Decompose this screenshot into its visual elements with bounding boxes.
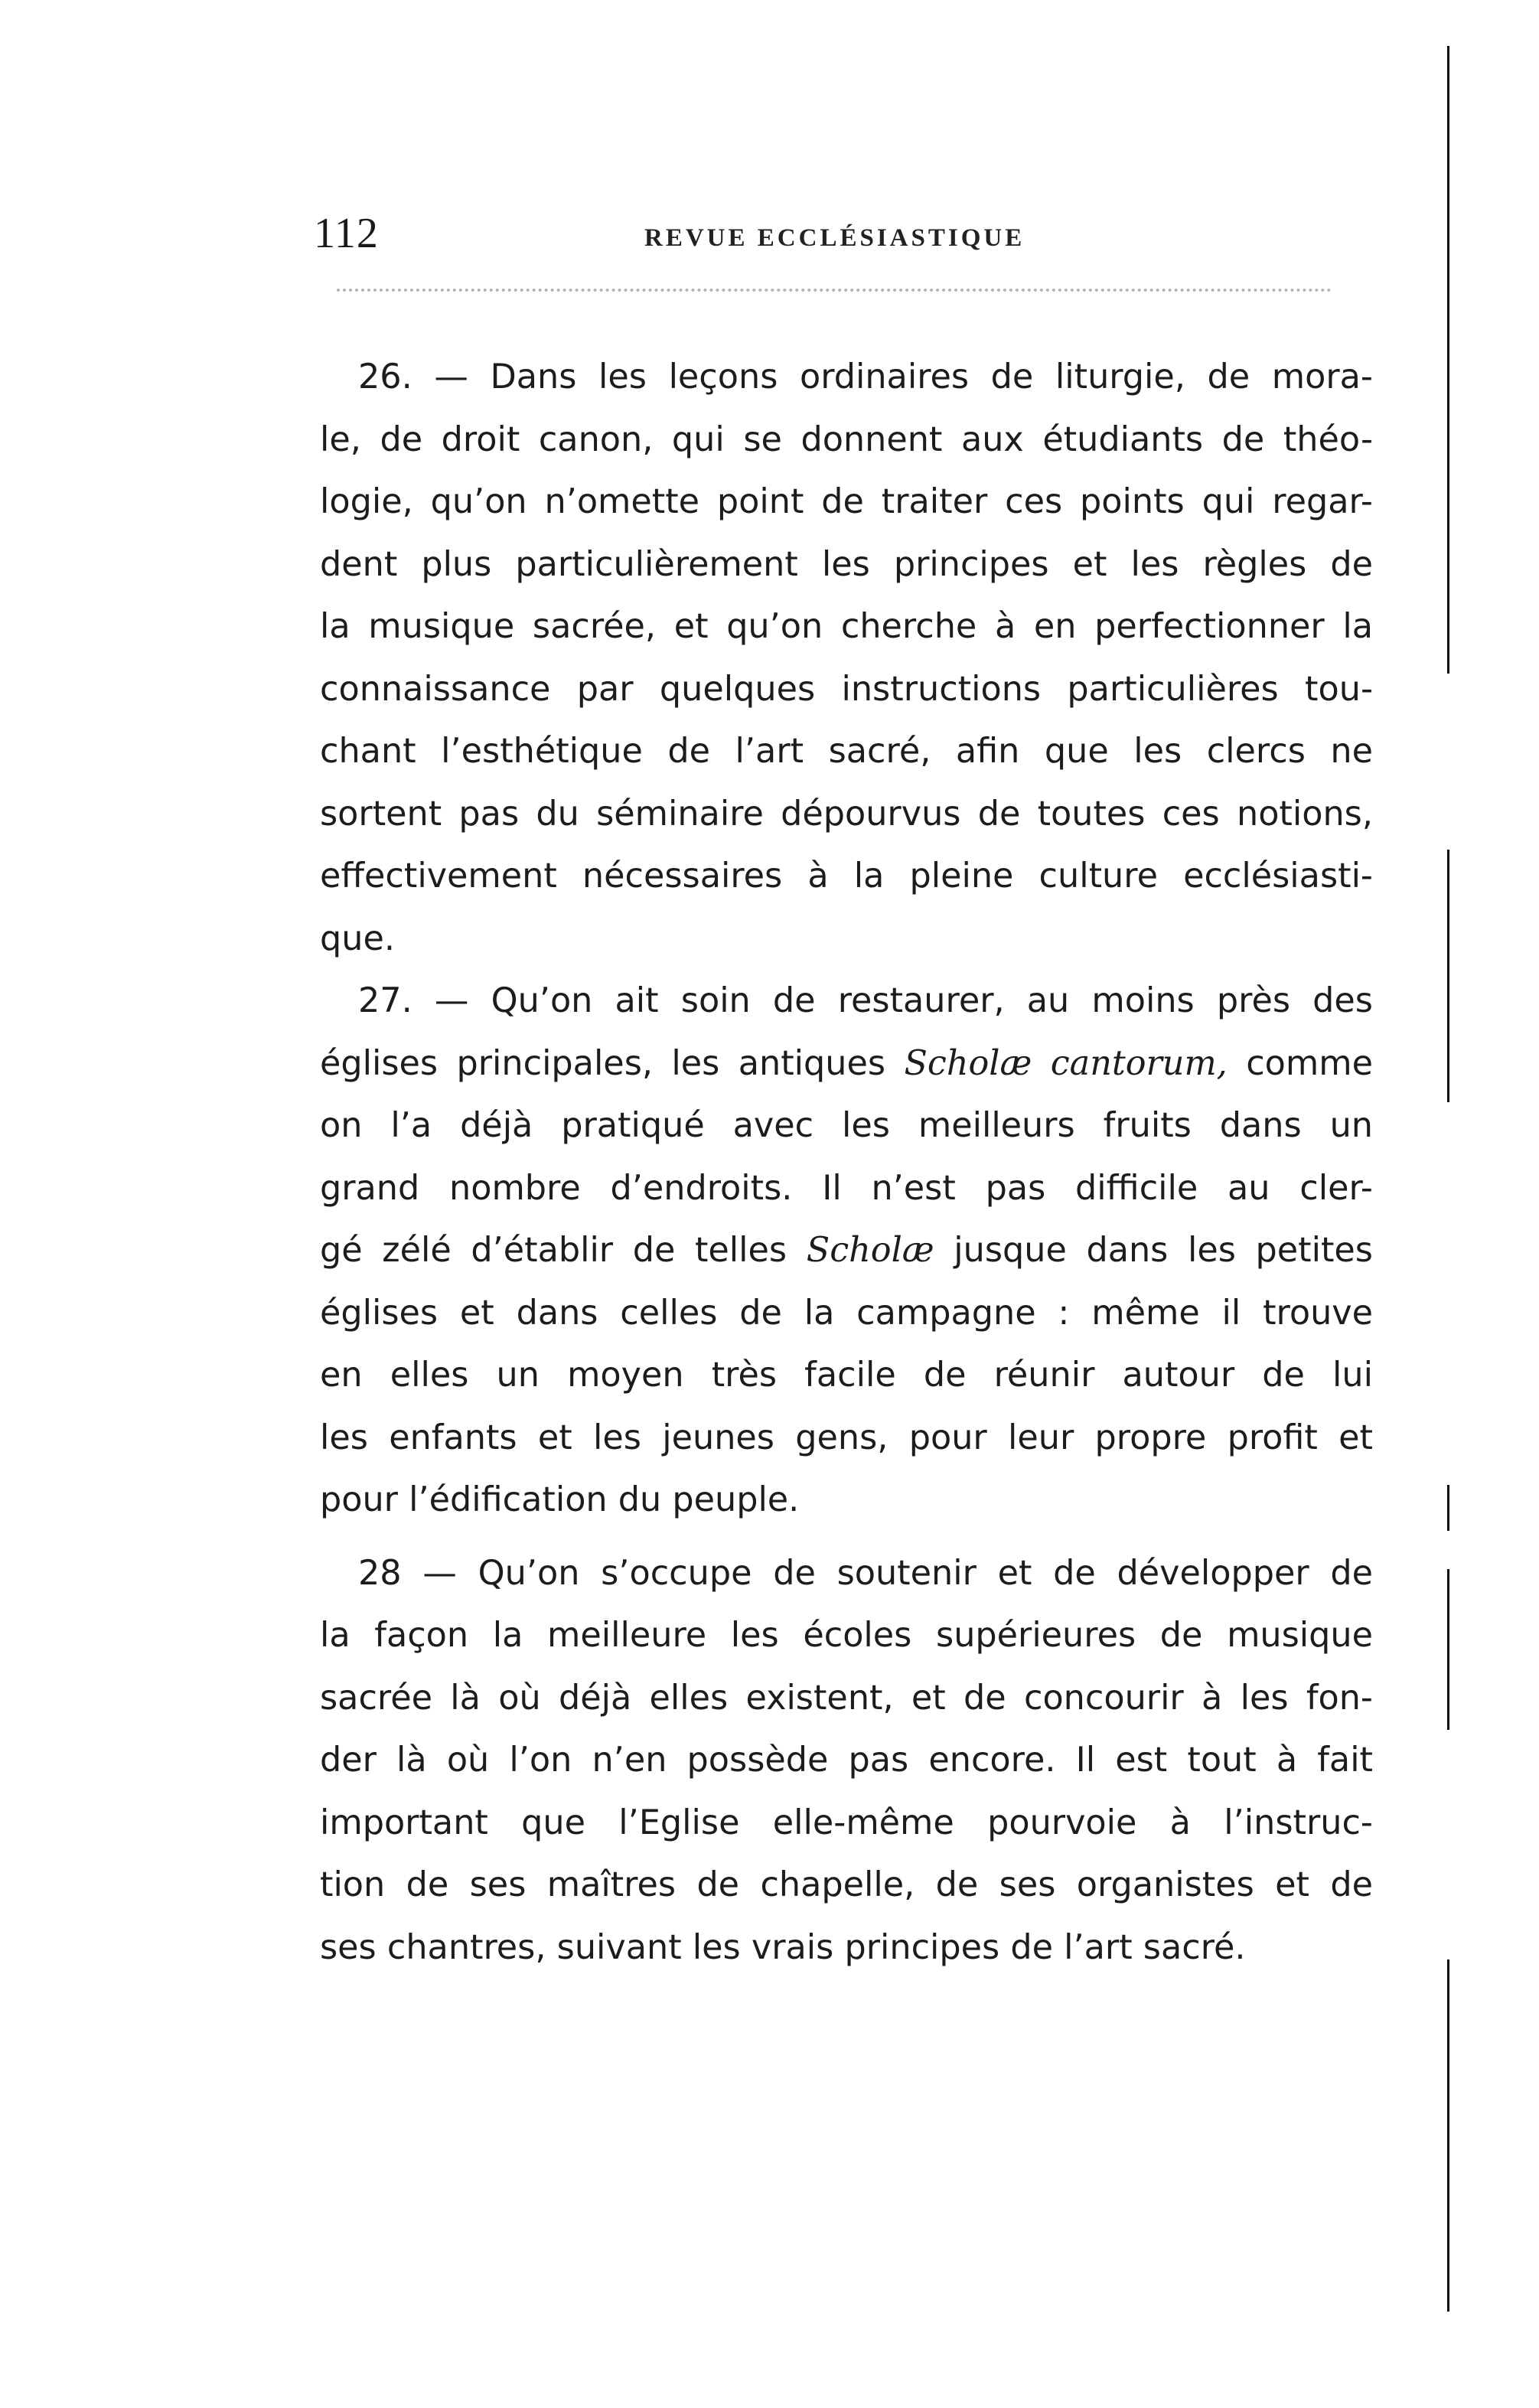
text-line: églises et dans celles de la campagne : même il trouve: [320, 1293, 1373, 1333]
header-rule: [337, 289, 1332, 298]
text-run: églises principales, les antiques: [320, 1043, 886, 1083]
scan-edge-artifact: [1447, 46, 1452, 2266]
paragraph-28: [320, 1542, 1373, 1979]
text-line: connaissance par quelques instructions particulières tou-: [320, 669, 1373, 709]
text-run: comme: [1246, 1043, 1373, 1083]
text-line: dent plus particulièrement les principes et les règles de: [320, 544, 1373, 584]
text-line: [320, 1219, 1373, 1282]
text-line: ses chantres, suivant les vrais principes de l’art sacré.: [320, 1927, 1246, 1967]
text-line: sacrée là où déjà elles existent, et de concourir à les fon-: [320, 1678, 1373, 1718]
text-line: [320, 1033, 1373, 1095]
italic-term: Scholæ: [806, 1231, 934, 1270]
text-line: logie, qu’on n’omette point de traiter ces points qui regar-: [320, 482, 1373, 521]
text-run: jusque dans les petites: [954, 1231, 1373, 1270]
page-header: [0, 210, 1539, 272]
text-line: chant l’esthétique de l’art sacré, afin que les clercs ne: [320, 732, 1373, 771]
text-run: gé zélé d’établir de telles: [320, 1231, 787, 1270]
text-line: tion de ses maîtres de chapelle, de ses organistes et de: [320, 1865, 1373, 1904]
text-line: effectivement nécessaires à la pleine culture ecclésiasti-: [320, 857, 1373, 896]
running-head: REVUE ECCLÉSIASTIQUE: [644, 224, 1025, 252]
italic-term: Scholæ cantorum,: [904, 1043, 1228, 1083]
page-number: 112: [314, 210, 379, 257]
text-line: 27. — Qu’on ait soin de restaurer, au moins près des: [358, 981, 1373, 1020]
text-line: la façon la meilleure les écoles supérieures de musique: [320, 1616, 1373, 1655]
text-line: le, de droit canon, qui se donnent aux étudiants de théo-: [320, 419, 1373, 459]
text-line: sortent pas du séminaire dépourvus de toutes ces notions,: [320, 794, 1373, 834]
body-text: [320, 346, 1373, 1979]
text-line: 26. — Dans les leçons ordinaires de liturgie, de mora-: [358, 357, 1373, 396]
text-line: important que l’Eglise elle-même pourvoie à l’instruc-: [320, 1803, 1373, 1842]
text-line: en elles un moyen très facile de réunir autour de lui: [320, 1356, 1373, 1395]
text-line: les enfants et les jeunes gens, pour leur propre profit et: [320, 1418, 1373, 1457]
text-line: que.: [320, 918, 395, 958]
text-line: grand nombre d’endroits. Il n’est pas difficile au cler-: [320, 1168, 1373, 1208]
text-line: la musique sacrée, et qu’on cherche à en perfectionner la: [320, 607, 1373, 646]
text-line: on l’a déjà pratiqué avec les meilleurs fruits dans un: [320, 1106, 1373, 1145]
paragraph-26: [320, 346, 1373, 970]
text-line: pour l’édification du peuple.: [320, 1480, 800, 1519]
text-line: 28 — Qu’on s’occupe de soutenir et de développer de: [358, 1553, 1373, 1593]
text-line: der là où l’on n’en possède pas encore. Il est tout à fait: [320, 1741, 1373, 1780]
paragraph-27: [320, 970, 1373, 1532]
